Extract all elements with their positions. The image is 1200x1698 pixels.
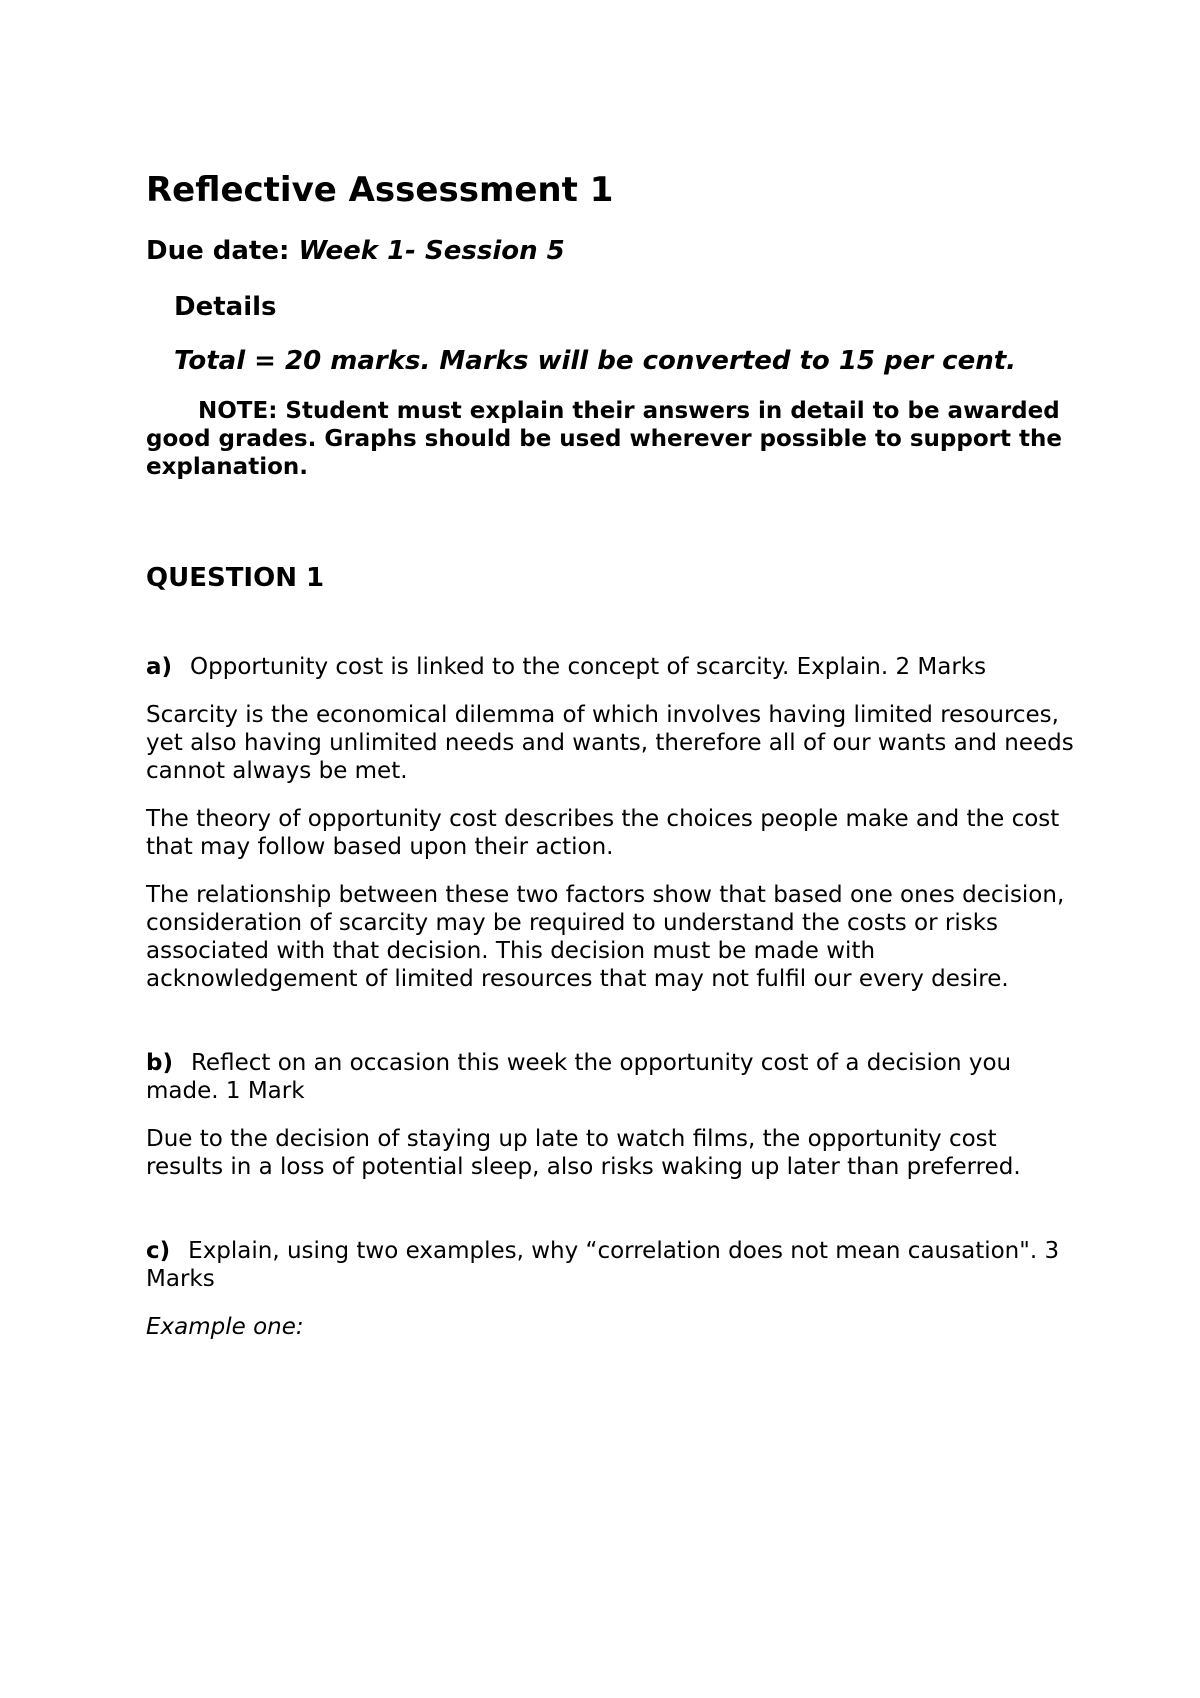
spacer <box>146 1201 1076 1237</box>
total-marks-text: Total = 20 marks. Marks will be converted to 15 per cent. <box>174 346 1017 376</box>
part-a-label: a) <box>146 654 173 680</box>
note-text: NOTE: Student must explain their answers in detail to be awarded good grades. Graphs should be used wherever possible to support the explanation. <box>146 398 1062 480</box>
part-b-prompt: Reflect on an occasion this week the opportunity cost of a decision you made. 1 Mark <box>146 1050 1012 1104</box>
question-part-c <box>146 1237 1076 1293</box>
part-a-prompt: Opportunity cost is linked to the concept of scarcity. Explain. 2 Marks <box>190 654 987 680</box>
details-heading: Details <box>174 292 277 322</box>
due-date-value: Week 1- Session 5 <box>298 236 565 266</box>
question-heading: QUESTION 1 <box>146 563 325 593</box>
part-a-answer-2: The theory of opportunity cost describes the choices people make and the cost that may follow based upon their action. <box>146 806 1060 860</box>
part-b-answer-1: Due to the decision of staying up late to watch films, the opportunity cost results in a loss of potential sleep, also risks waking up later than preferred. <box>146 1126 1021 1180</box>
part-c-label: c) <box>146 1238 171 1264</box>
due-date <box>146 234 1076 268</box>
document-title: Reflective Assessment 1 <box>146 170 614 210</box>
document-page <box>146 168 1076 1341</box>
spacer <box>146 1013 1076 1049</box>
part-b-label: b) <box>146 1050 173 1076</box>
question-part-b <box>146 1049 1076 1105</box>
question-part-a <box>146 653 1076 681</box>
part-a-answer-1: Scarcity is the economical dilemma of which involves having limited resources, yet also having unlimited needs and wants, therefore all of our wants and needs cannot always be met. <box>146 702 1074 784</box>
part-a-answer-3: The relationship between these two factors show that based one ones decision, consideration of scarcity may be required to understand the costs or risks associated with that decision. This decision must be made with acknowledgement of limited resources that may not fulfil our every desire. <box>146 882 1065 992</box>
example-one-label: Example one: <box>146 1314 304 1340</box>
due-date-label: Due date: <box>146 236 290 266</box>
part-c-prompt: Explain, using two examples, why “correlation does not mean causation". 3 Marks <box>146 1238 1060 1292</box>
